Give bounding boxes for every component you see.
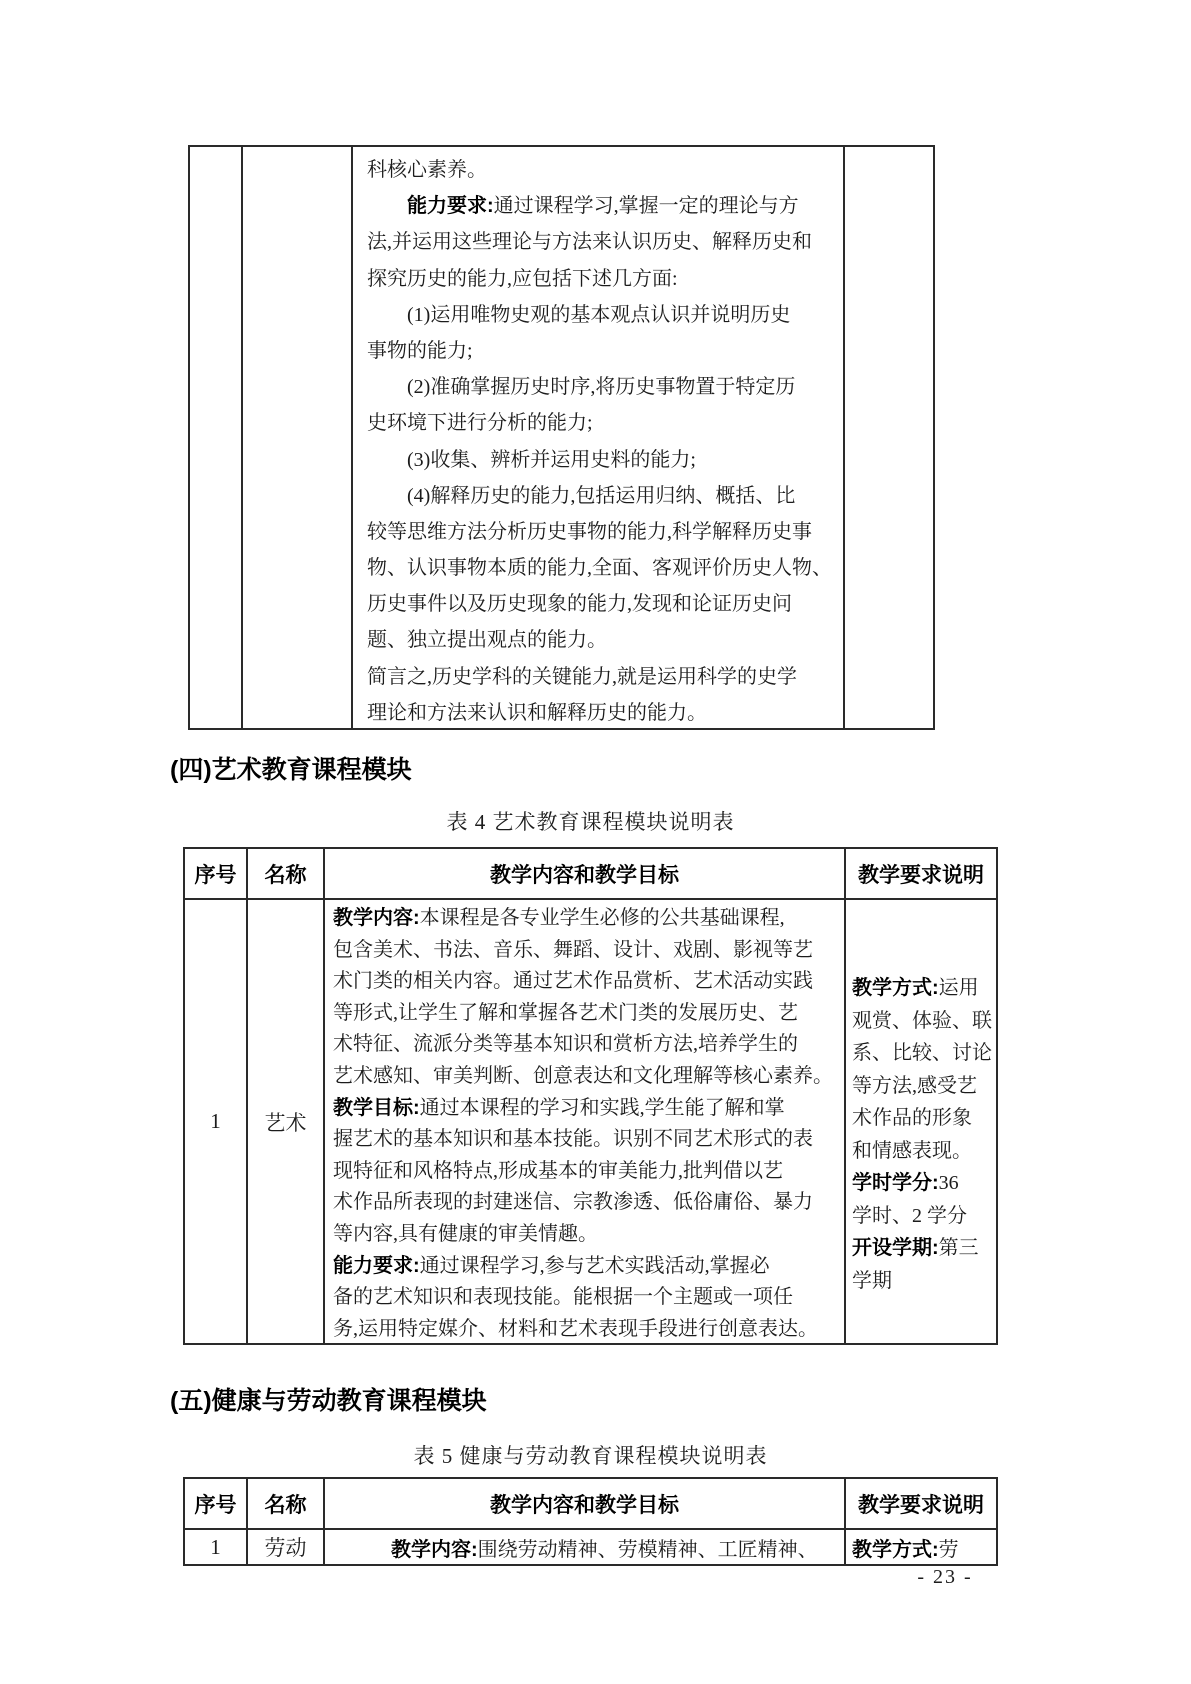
text-line (333, 1029, 838, 1061)
line-text: 较等思维方法分析历史事物的能力,科学解释历史事 (367, 520, 812, 543)
line-text: 法,并运用这些理论与方法来认识历史、解释历史和 (367, 231, 812, 254)
line-text: 包含美术、书法、音乐、舞蹈、设计、戏剧、影视等艺 (333, 938, 813, 961)
line-text: 术作品的形象 (852, 1107, 972, 1129)
text-line (335, 1533, 818, 1562)
line-text: 系、比较、讨论 (852, 1042, 992, 1064)
header-name: 名称 (248, 1479, 325, 1530)
art-requirement-cell (846, 900, 996, 1343)
text-line (852, 1005, 994, 1038)
line-text: 通过本课程的学习和实践,学生能了解和掌 (419, 1096, 785, 1119)
line-text: 术作品所表现的封建迷信、宗教渗透、低俗庸俗、暴力 (333, 1191, 813, 1214)
text-line (852, 972, 994, 1005)
text-line (852, 1070, 994, 1103)
line-text: 备的艺术知识和表现技能。能根据一个主题或一项任 (333, 1286, 793, 1309)
text-line (852, 1265, 994, 1298)
line-text: 等方法,感受艺 (852, 1074, 977, 1097)
history-table-continuation (188, 145, 935, 730)
table-5-caption: 表 5 健康与劳动教育课程模块说明表 (413, 1444, 768, 1468)
text-line (333, 998, 838, 1030)
line-text: 围绕劳动精神、劳模精神、工匠精神、 (477, 1538, 818, 1561)
name-cell: 劳动 (248, 1530, 325, 1564)
text-line (367, 622, 835, 658)
line-text: 探究历史的能力,应包括下述几方面: (367, 267, 678, 290)
line-text: 观赏、体验、联 (852, 1009, 992, 1032)
line-text: (4)解释历史的能力,包括运用归纳、概括、比 (407, 484, 796, 507)
text-line (367, 586, 835, 622)
text-line (367, 514, 835, 550)
page-number: - 23 - (917, 1566, 973, 1588)
line-text: 本课程是各专业学生必修的公共基础课程, (419, 907, 785, 929)
art-module-table (183, 847, 998, 1345)
line-text: 务,运用特定媒介、材料和艺术表现手段进行创意表达。 (333, 1317, 818, 1340)
text-line (852, 1200, 994, 1233)
section-4-heading: (四)艺术教育课程模块 (170, 756, 412, 784)
text-line (333, 1314, 838, 1343)
line-text: (1)运用唯物史观的基本观点认识并说明历史 (407, 303, 791, 326)
bold-label: 开设学期: (852, 1237, 939, 1259)
text-line (367, 659, 835, 695)
text-line (852, 1232, 994, 1265)
bold-label: 教学方式: (852, 1538, 939, 1561)
text-line (852, 1167, 994, 1200)
line-text: 艺术感知、审美判断、创意表达和文化理解等核心素养。 (333, 1064, 833, 1087)
labour-content-cell (325, 1530, 846, 1564)
text-line (333, 1282, 838, 1314)
header-seq: 序号 (185, 1479, 248, 1530)
text-line (367, 369, 835, 405)
line-text: 运用 (938, 977, 979, 999)
line-text: 术特征、流派分类等基本知识和赏析方法,培养学生的 (333, 1033, 798, 1056)
text-line (333, 1093, 838, 1125)
table-4-caption: 表 4 艺术教育课程模块说明表 (446, 810, 735, 834)
text-line (367, 261, 835, 297)
seq-cell: 1 (185, 1530, 248, 1564)
labour-module-table (183, 1477, 998, 1566)
bold-label: 教学方式: (852, 977, 939, 999)
line-text: 36 (938, 1172, 959, 1194)
text-line (333, 903, 838, 935)
text-line (333, 935, 838, 967)
header-seq: 序号 (185, 849, 248, 900)
text-line (333, 1124, 838, 1156)
text-line (367, 333, 835, 369)
bold-label: 教学内容: (333, 907, 420, 929)
text-line (333, 1061, 838, 1093)
history-content-cell (353, 147, 845, 728)
text-line (367, 695, 835, 728)
header-content: 教学内容和教学目标 (325, 849, 846, 900)
line-text: 通过课程学习,参与艺术实践活动,掌握必 (419, 1254, 770, 1277)
text-line (333, 1156, 838, 1188)
text-line (333, 1219, 838, 1251)
history-requirement-cell-empty (845, 147, 933, 728)
line-text: 握艺术的基本知识和基本技能。识别不同艺术形式的表 (333, 1128, 813, 1151)
seq-cell: 1 (185, 900, 248, 1343)
line-text: 等内容,具有健康的审美情趣。 (333, 1222, 598, 1245)
line-text: 和情感表现。 (852, 1139, 972, 1162)
text-line (367, 297, 835, 333)
line-text: 劳 (938, 1538, 959, 1561)
bold-label: 能力要求: (407, 195, 494, 218)
line-text: 简言之,历史学科的关键能力,就是运用科学的史学 (367, 665, 797, 688)
bold-label: 能力要求: (333, 1254, 420, 1277)
name-cell-empty (243, 147, 353, 728)
line-text: 理论和方法来认识和解释历史的能力。 (367, 701, 707, 724)
line-text: 第三 (938, 1237, 979, 1259)
section-5-heading: (五)健康与劳动教育课程模块 (170, 1387, 487, 1415)
text-line (852, 1037, 994, 1070)
text-line (367, 550, 835, 586)
text-line (852, 1533, 959, 1562)
line-text: 物、认识事物本质的能力,全面、客观评价历史人物、 (367, 557, 832, 580)
line-text: 历史事件以及历史现象的能力,发现和论证历史问 (367, 593, 792, 616)
line-text: 通过课程学习,掌握一定的理论与方 (493, 195, 799, 218)
seq-cell-empty (190, 147, 243, 728)
text-line (367, 442, 835, 478)
bold-label: 教学内容: (391, 1538, 478, 1561)
text-line (367, 152, 835, 188)
text-line (852, 1135, 994, 1168)
text-line (333, 1187, 838, 1219)
text-line (367, 405, 835, 441)
text-line (333, 1251, 838, 1283)
bold-label: 学时学分: (852, 1172, 939, 1194)
line-text: (3)收集、辨析并运用史料的能力; (407, 448, 696, 471)
line-text: 史环境下进行分析的能力; (367, 412, 593, 435)
line-text: 术门类的相关内容。通过艺术作品赏析、艺术活动实践 (333, 970, 813, 993)
text-line (852, 1102, 994, 1135)
header-requirement: 教学要求说明 (846, 849, 996, 900)
text-line (333, 966, 838, 998)
text-line (367, 224, 835, 260)
line-text: 事物的能力; (367, 339, 473, 362)
line-text: 学期 (852, 1269, 892, 1292)
line-text: 等形式,让学生了解和掌握各艺术门类的发展历史、艺 (333, 1001, 798, 1024)
line-text: 科核心素养。 (367, 159, 487, 181)
art-content-cell (325, 900, 846, 1343)
header-content: 教学内容和教学目标 (325, 1479, 846, 1530)
line-text: (2)准确掌握历史时序,将历史事物置于特定历 (407, 376, 796, 399)
bold-label: 教学目标: (333, 1096, 420, 1119)
text-line (367, 478, 835, 514)
line-text: 题、独立提出观点的能力。 (367, 629, 607, 652)
name-cell: 艺术 (248, 900, 325, 1343)
header-name: 名称 (248, 849, 325, 900)
line-text: 现特征和风格特点,形成基本的审美能力,批判借以艺 (333, 1159, 783, 1182)
header-requirement: 教学要求说明 (846, 1479, 996, 1530)
text-line (367, 188, 835, 224)
line-text: 学时、2 学分 (852, 1204, 967, 1227)
labour-requirement-cell (846, 1530, 996, 1564)
